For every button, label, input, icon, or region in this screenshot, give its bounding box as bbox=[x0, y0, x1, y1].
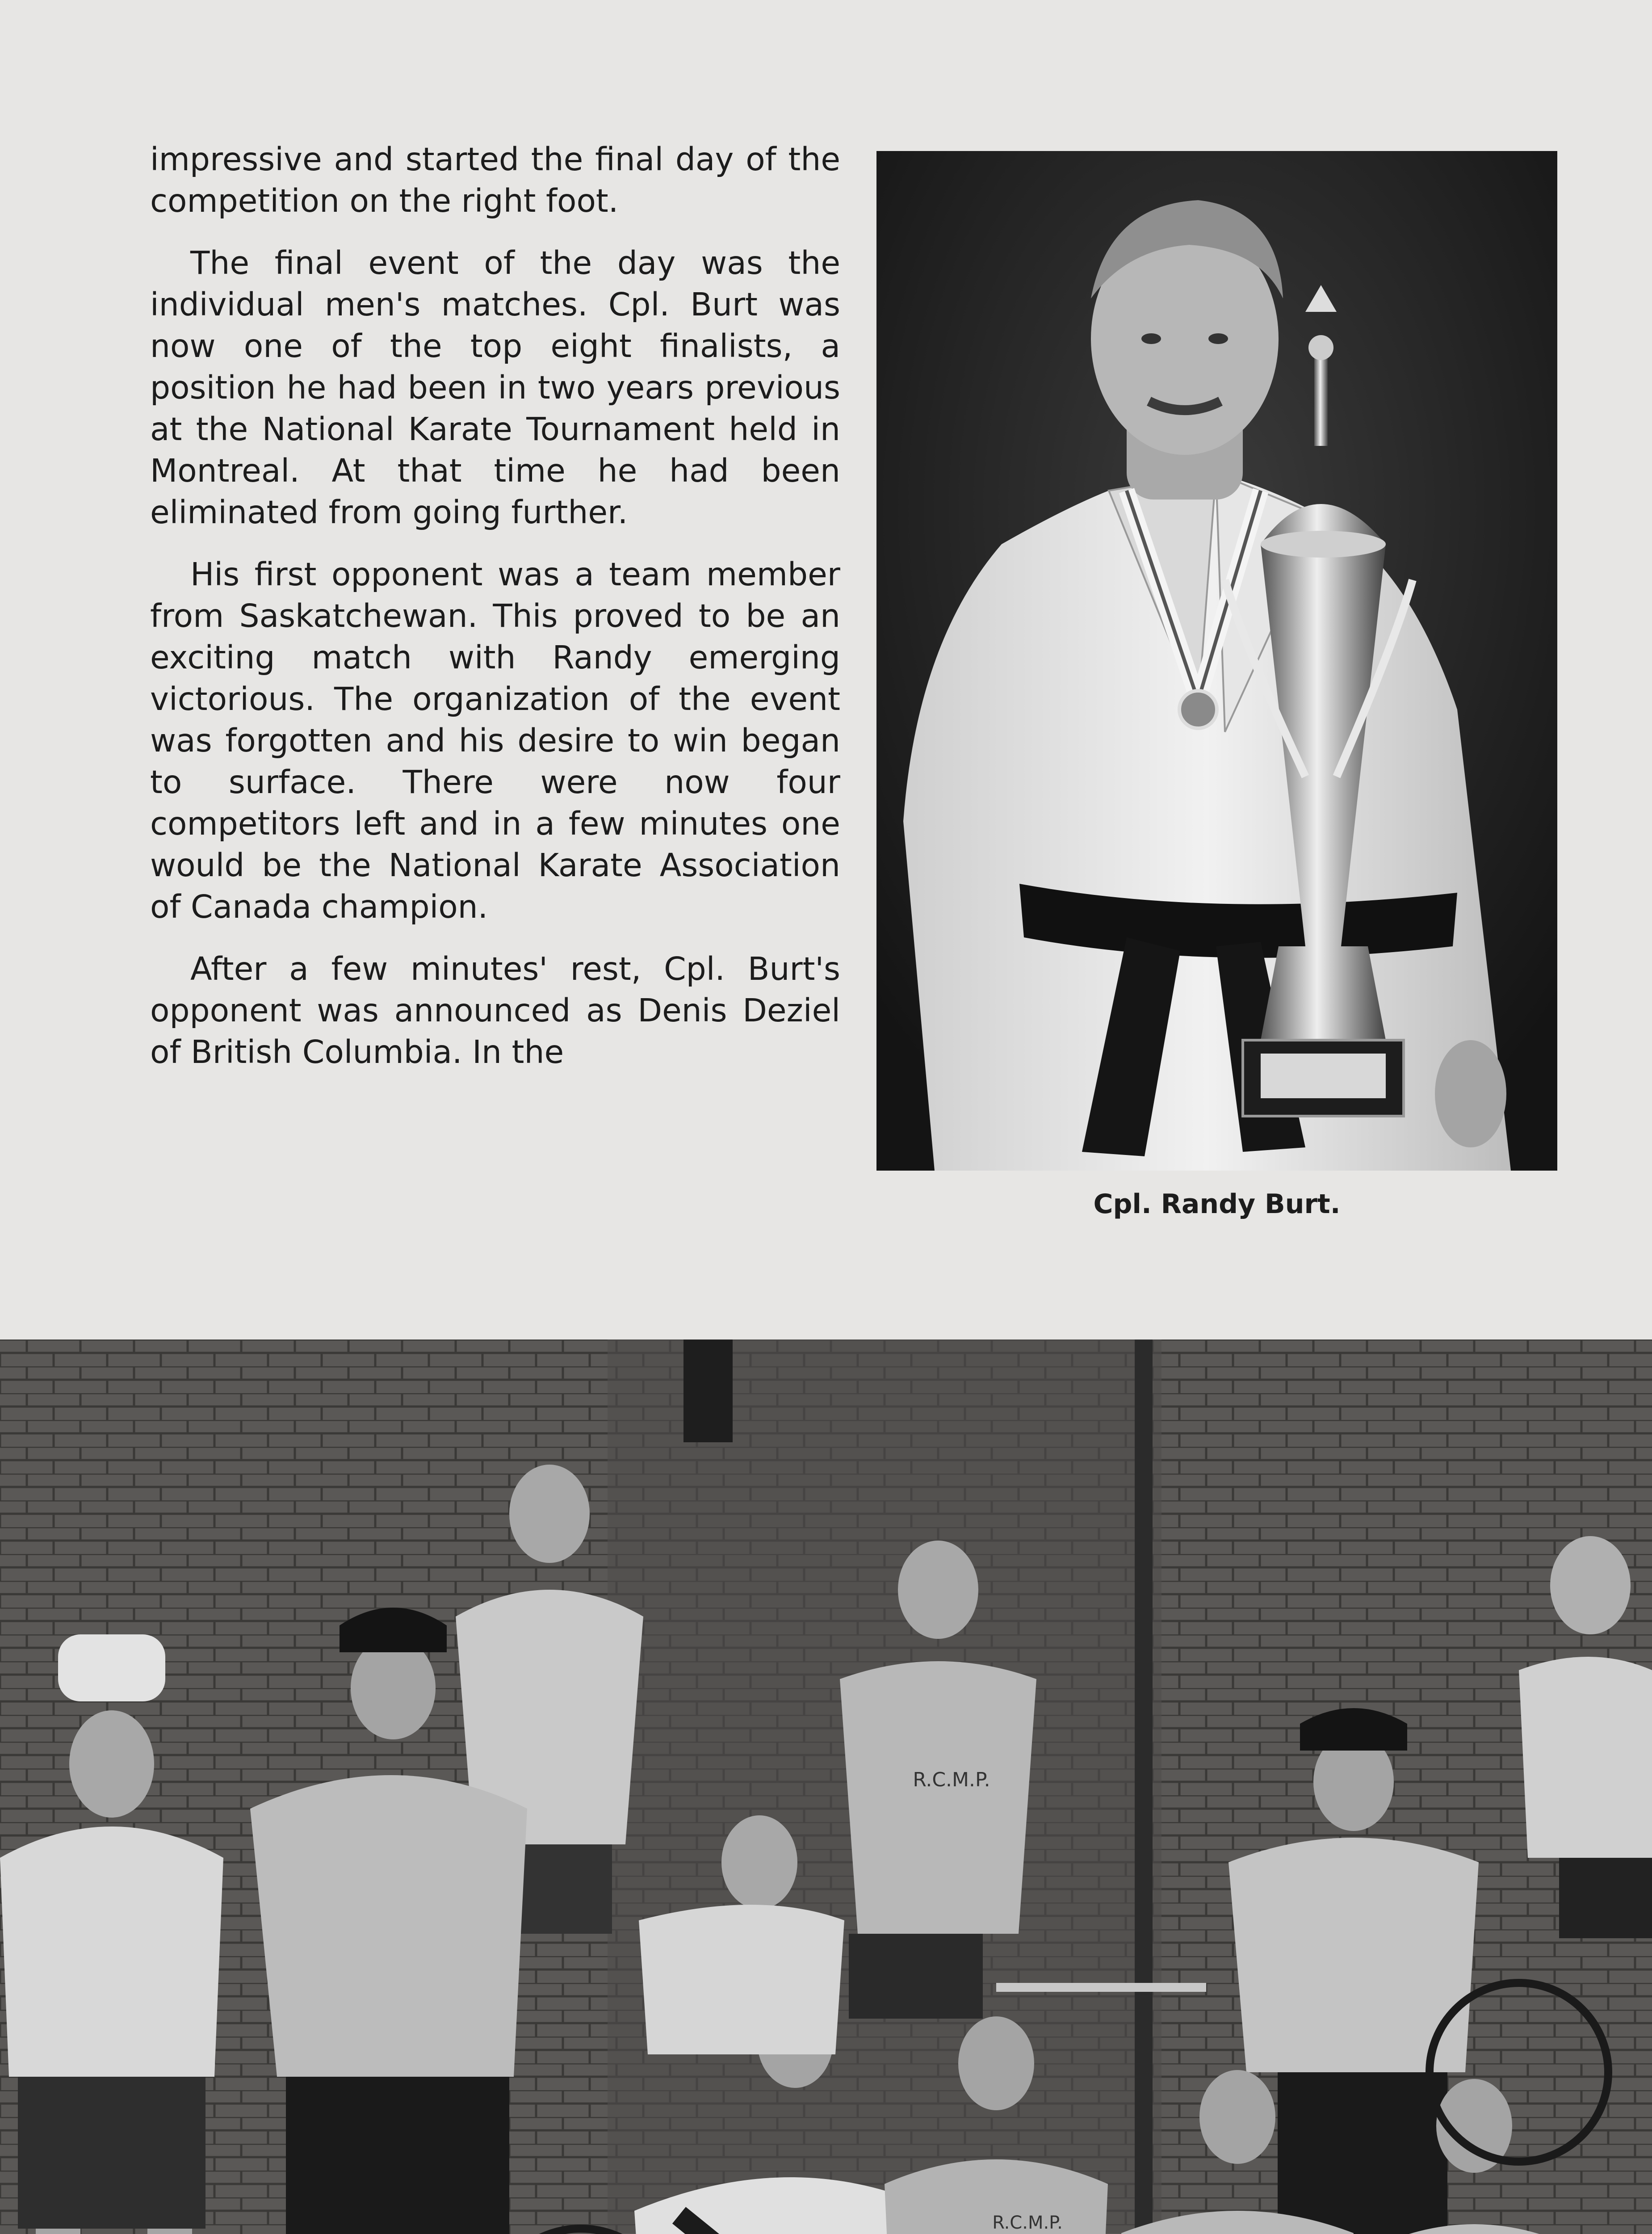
shirt-lettering: R.C.M.P. bbox=[913, 1768, 990, 1791]
article-text-column bbox=[150, 139, 840, 1073]
portrait-photo bbox=[876, 151, 1557, 1171]
article-paragraph: impressive and started the final day of the competition on the right foot. bbox=[150, 141, 840, 219]
window bbox=[683, 1340, 733, 1442]
photo-caption: Cpl. Randy Burt. bbox=[1093, 1188, 1341, 1220]
article-paragraph: The final event of the day was the individual men's matches. Cpl. Burt was now one of the top eight finalists, a position he had been in two years previous at the National Karate Tournament held in Montreal. At that time he had been eliminated from going further. bbox=[150, 244, 840, 531]
group-photo-illustration bbox=[0, 1340, 1652, 2234]
group-photo bbox=[0, 1340, 1652, 2234]
article-paragraph: His first opponent was a team member from Saskatchewan. This proved to be an exciting match with Randy emerging victorious. The organization of the event was forgotten and his desire to win began to surface. There were now four competitors left and in a few minutes one would be the National Karate Association of Canada champion. bbox=[150, 556, 840, 925]
portrait-illustration bbox=[876, 151, 1557, 1171]
article-paragraph: After a few minutes' rest, Cpl. Burt's opponent was announced as Denis Deziel of British Columbia. In the bbox=[150, 950, 840, 1071]
medal bbox=[1179, 691, 1217, 728]
shirt-lettering: R.C.M.P. bbox=[992, 2213, 1063, 2233]
